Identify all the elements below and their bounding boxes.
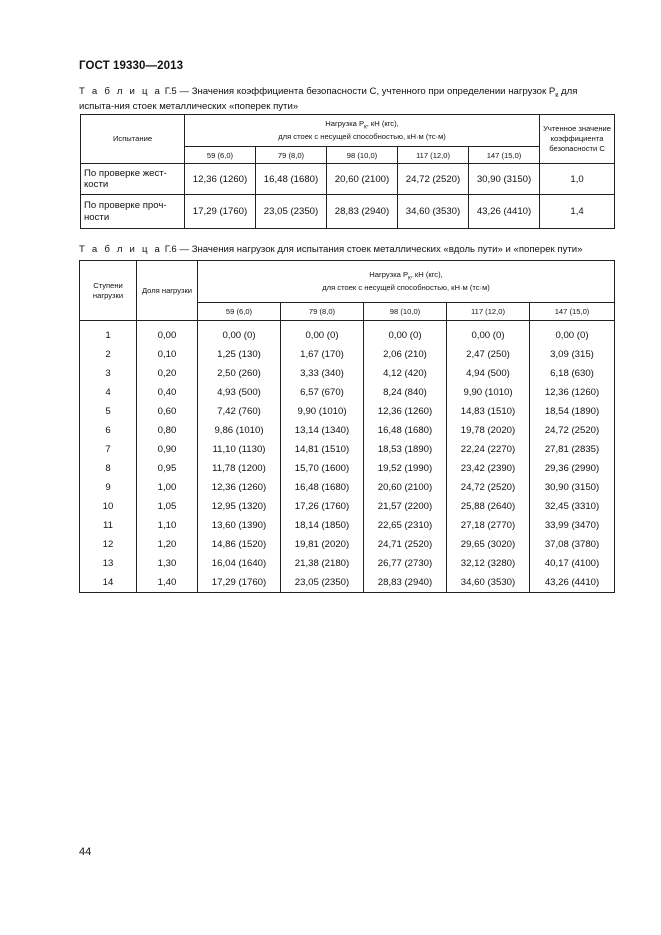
table-row: [80, 478, 615, 497]
table6-step-cell: 3: [80, 364, 137, 383]
table-g6: [79, 260, 615, 593]
table-row: [80, 402, 615, 421]
page-number: 44: [79, 846, 92, 858]
table6-cell: 0,00 (0): [364, 326, 447, 345]
table6-cell: 12,36 (1260): [364, 402, 447, 421]
table5-header-load-sub: к: [364, 124, 367, 131]
table-row: [80, 383, 615, 402]
table-row: [81, 195, 615, 229]
table6-step-cell: 12: [80, 535, 137, 554]
table-row: [80, 440, 615, 459]
table5-caption-text: Г.5 — Значения коэффициента безопасности С, учтенного при определении нагрузок P: [162, 86, 556, 97]
table6-cell: 4,94 (500): [447, 364, 530, 383]
table5-cell: 20,60 (2100): [327, 164, 398, 195]
table6-cell: 16,04 (1640): [198, 554, 281, 573]
table5-caption: [79, 86, 587, 113]
table6-cell: 0,00 (0): [281, 326, 364, 345]
table6-share-cell: 0,00: [137, 326, 198, 345]
table6-header-share: Доля нагрузки: [137, 261, 198, 321]
table6-cell: 0,00 (0): [530, 326, 615, 345]
table6-step-cell: 7: [80, 440, 137, 459]
table-row: [80, 535, 615, 554]
document-header: ГОСТ 19330—2013: [79, 60, 184, 72]
table5-header-coef: Учтенное значение коэффициента безопасности С: [540, 115, 615, 164]
table-row: [80, 459, 615, 478]
table5-row-label: По проверке жест-кости: [81, 164, 185, 195]
table6-capacity-header: 79 (8,0): [281, 303, 364, 321]
table6-cell: 9,90 (1010): [281, 402, 364, 421]
table5-cell: 30,90 (3150): [469, 164, 540, 195]
table6-share-cell: 0,10: [137, 345, 198, 364]
table-row: [80, 326, 615, 345]
table6-cell: 0,00 (0): [447, 326, 530, 345]
table6-cell: 12,95 (1320): [198, 497, 281, 516]
table6-cell: 1,25 (130): [198, 345, 281, 364]
table-row: [80, 554, 615, 573]
table6-cell: 12,36 (1260): [530, 383, 615, 402]
table6-cell: 19,81 (2020): [281, 535, 364, 554]
table-row: [81, 164, 615, 195]
table6-cell: 27,18 (2770): [447, 516, 530, 535]
table6-cell: 24,72 (2520): [447, 478, 530, 497]
table5-cell: 12,36 (1260): [185, 164, 256, 195]
table6-cell: 26,77 (2730): [364, 554, 447, 573]
table-row: [80, 421, 615, 440]
table6-cell: 29,36 (2990): [530, 459, 615, 478]
table6-cell: 19,52 (1990): [364, 459, 447, 478]
table6-header-load-l2: для стоек с несущей способностью, кН·м (тс·м): [322, 283, 490, 293]
table6-cell: 22,65 (2310): [364, 516, 447, 535]
table6-cell: 2,06 (210): [364, 345, 447, 364]
table6-share-cell: 1,05: [137, 497, 198, 516]
table6-share-cell: 0,90: [137, 440, 198, 459]
table6-header-load: [198, 261, 615, 303]
table6-cell: 23,42 (2390): [447, 459, 530, 478]
table6-cell: 3,09 (315): [530, 345, 615, 364]
table5-capacity-header: 59 (6,0): [185, 147, 256, 164]
table6-cell: 7,42 (760): [198, 402, 281, 421]
table5-capacity-header: 79 (8,0): [256, 147, 327, 164]
table5-cell: 23,05 (2350): [256, 195, 327, 229]
table6-step-cell: 9: [80, 478, 137, 497]
table6-step-cell: 8: [80, 459, 137, 478]
table6-step-cell: 14: [80, 573, 137, 593]
table6-caption-text: Г.6 — Значения нагрузок для испытания стоек металлических «вдоль пути» и «поперек пути»: [162, 244, 583, 255]
table5-header-load-l2: для стоек с несущей способностью, кН·м (тс·м): [278, 132, 446, 142]
table5-caption-text2: для испыта-ния стоек металлических «поперек пути»: [79, 86, 578, 113]
table6-cell: 37,08 (3780): [530, 535, 615, 554]
table6-step-cell: 4: [80, 383, 137, 402]
table6-cell: 9,90 (1010): [447, 383, 530, 402]
table6-caption: [79, 244, 587, 256]
table5-capacity-header: 117 (12,0): [398, 147, 469, 164]
table6-step-cell: 13: [80, 554, 137, 573]
table5-row-label: По проверке проч-ности: [81, 195, 185, 229]
table6-cell: 19,78 (2020): [447, 421, 530, 440]
table5-header-load-l1b: , кН (кгс),: [366, 118, 399, 128]
table6-step-cell: 5: [80, 402, 137, 421]
table6-cell: 34,60 (3530): [447, 573, 530, 593]
table6-cell: 23,05 (2350): [281, 573, 364, 593]
table5-capacity-header: 147 (15,0): [469, 147, 540, 164]
table-row: [80, 345, 615, 364]
table6-cell: 24,71 (2520): [364, 535, 447, 554]
table-row: [80, 573, 615, 593]
table5-cell: 24,72 (2520): [398, 164, 469, 195]
table5-capacity-header: 98 (10,0): [327, 147, 398, 164]
table-row: [80, 364, 615, 383]
table6-cell: 0,00 (0): [198, 326, 281, 345]
table6-step-cell: 11: [80, 516, 137, 535]
table6-cell: 11,10 (1130): [198, 440, 281, 459]
table6-cell: 14,86 (1520): [198, 535, 281, 554]
table6-cell: 18,54 (1890): [530, 402, 615, 421]
table6-share-cell: 0,95: [137, 459, 198, 478]
table6-cell: 25,88 (2640): [447, 497, 530, 516]
table6-cell: 21,57 (2200): [364, 497, 447, 516]
table6-cell: 18,53 (1890): [364, 440, 447, 459]
table6-cell: 24,72 (2520): [530, 421, 615, 440]
table6-cell: 8,24 (840): [364, 383, 447, 402]
table-row: [80, 516, 615, 535]
table6-step-cell: 1: [80, 326, 137, 345]
table5-header-load: [185, 115, 540, 147]
table6-share-cell: 1,40: [137, 573, 198, 593]
table6-step-cell: 6: [80, 421, 137, 440]
table6-share-cell: 1,20: [137, 535, 198, 554]
table6-header-load-l1: Нагрузка P: [369, 269, 409, 279]
table6-cell: 16,48 (1680): [364, 421, 447, 440]
table6-capacity-header: 147 (15,0): [530, 303, 615, 321]
table5-cell: 28,83 (2940): [327, 195, 398, 229]
table6-cell: 17,29 (1760): [198, 573, 281, 593]
table6-share-cell: 1,10: [137, 516, 198, 535]
table6-share-cell: 0,80: [137, 421, 198, 440]
table6-caption-prefix: Т а б л и ц а: [79, 244, 163, 255]
table6-share-cell: 1,30: [137, 554, 198, 573]
table6-cell: 17,26 (1760): [281, 497, 364, 516]
table6-header-step: Ступени нагрузки: [80, 261, 137, 321]
table6-cell: 22,24 (2270): [447, 440, 530, 459]
table6-cell: 18,14 (1850): [281, 516, 364, 535]
table6-capacity-header: 117 (12,0): [447, 303, 530, 321]
table6-share-cell: 0,40: [137, 383, 198, 402]
table5-caption-prefix: Т а б л и ц а: [79, 86, 163, 97]
table6-cell: 29,65 (3020): [447, 535, 530, 554]
table5-cell: 16,48 (1680): [256, 164, 327, 195]
table5-cell: 34,60 (3530): [398, 195, 469, 229]
table6-cell: 3,33 (340): [281, 364, 364, 383]
table5-coef-cell: 1,0: [540, 164, 615, 195]
table6-cell: 2,47 (250): [447, 345, 530, 364]
table6-cell: 6,18 (630): [530, 364, 615, 383]
table6-share-cell: 0,60: [137, 402, 198, 421]
table6-cell: 11,78 (1200): [198, 459, 281, 478]
table6-cell: 28,83 (2940): [364, 573, 447, 593]
table6-cell: 6,57 (670): [281, 383, 364, 402]
table6-cell: 43,26 (4410): [530, 573, 615, 593]
table6-cell: 32,12 (3280): [447, 554, 530, 573]
table5-caption-sub: к: [555, 91, 559, 99]
table6-cell: 15,70 (1600): [281, 459, 364, 478]
table6-cell: 13,60 (1390): [198, 516, 281, 535]
table6-cell: 12,36 (1260): [198, 478, 281, 497]
table6-cell: 14,81 (1510): [281, 440, 364, 459]
table6-cell: 2,50 (260): [198, 364, 281, 383]
table6-cell: 16,48 (1680): [281, 478, 364, 497]
table6-cell: 20,60 (2100): [364, 478, 447, 497]
table6-capacity-header: 59 (6,0): [198, 303, 281, 321]
table6-step-cell: 10: [80, 497, 137, 516]
table6-cell: 13,14 (1340): [281, 421, 364, 440]
table5-coef-cell: 1,4: [540, 195, 615, 229]
table6-cell: 4,93 (500): [198, 383, 281, 402]
table6-cell: 40,17 (4100): [530, 554, 615, 573]
table6-header-load-sub: к: [408, 275, 411, 282]
table6-cell: 14,83 (1510): [447, 402, 530, 421]
table6-cell: 32,45 (3310): [530, 497, 615, 516]
table6-cell: 1,67 (170): [281, 345, 364, 364]
table-g5: [80, 114, 615, 229]
table6-header-load-l1b: , кН (кгс),: [410, 269, 443, 279]
table5-header-load-l1: Нагрузка P: [325, 118, 365, 128]
table6-cell: 21,38 (2180): [281, 554, 364, 573]
table6-cell: 9,86 (1010): [198, 421, 281, 440]
table6-share-cell: 1,00: [137, 478, 198, 497]
table6-cell: 30,90 (3150): [530, 478, 615, 497]
table6-share-cell: 0,20: [137, 364, 198, 383]
table5-header-test: Испытание: [81, 115, 185, 164]
table6-cell: 27,81 (2835): [530, 440, 615, 459]
table6-cell: 4,12 (420): [364, 364, 447, 383]
table5-cell: 17,29 (1760): [185, 195, 256, 229]
table6-step-cell: 2: [80, 345, 137, 364]
table-row: [80, 497, 615, 516]
table6-cell: 33,99 (3470): [530, 516, 615, 535]
table5-cell: 43,26 (4410): [469, 195, 540, 229]
table6-capacity-header: 98 (10,0): [364, 303, 447, 321]
